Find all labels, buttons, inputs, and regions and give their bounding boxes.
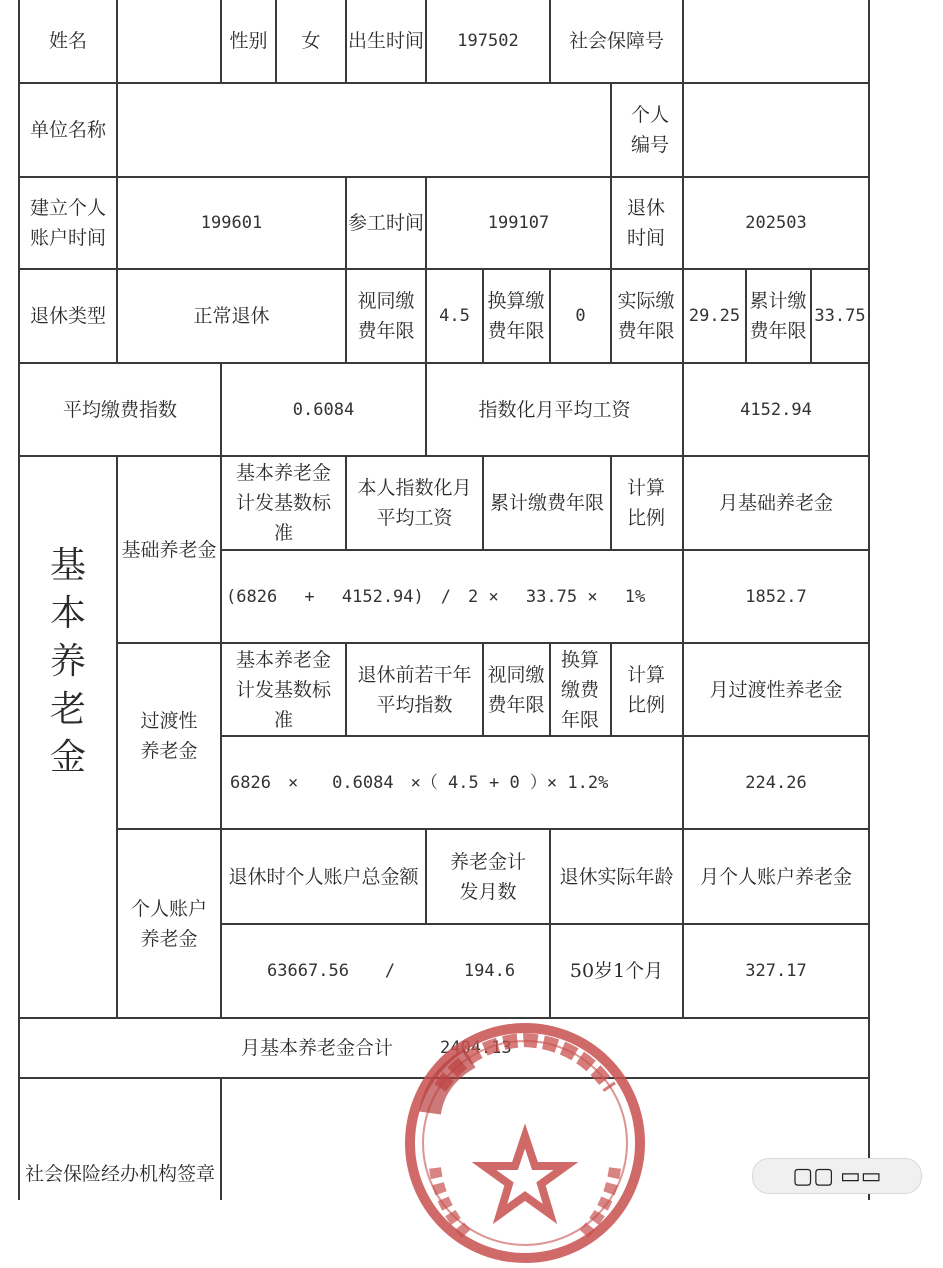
account-time-label: 建立个人账户时间 [29,197,106,249]
personal-h1: 退休时个人账户总金额 [228,865,419,888]
table-line [610,82,612,178]
personal-months: 194.6 [463,961,516,981]
section-title [20,457,116,1017]
personal-h3: 退休实际年龄 [559,865,674,888]
basic-h2: 本人指数化月平均工资 [357,477,472,529]
indexed-wage-label: 指数化月平均工资 [478,398,631,421]
basic-result: 1852.7 [745,586,807,607]
personal-no-label: 个人编号 [630,104,669,156]
gender-value: 女 [301,30,321,52]
unit-label: 单位名称 [29,119,106,141]
basic-h5: 月基础养老金 [718,492,833,514]
work-time-value: 199107 [487,213,550,233]
transition-h6: 月过渡性养老金 [709,678,843,701]
deemed-years-value: 4.5 [439,306,470,326]
personal-no-value [684,84,868,176]
transition-h4: 换算缴费年限 [560,648,599,731]
section-title-char: 本 [49,593,86,634]
account-time-value: 199601 [200,213,263,233]
table-line [482,268,484,364]
table-line [482,642,484,737]
table-line [610,642,612,737]
transition-h1: 基本养老金计发基数标准 [235,648,331,731]
transition-h2: 退休前若干年平均指数 [357,663,472,716]
section-title-char: 基 [49,545,86,586]
actual-years-value: 29.25 [688,306,741,326]
table-line [220,1077,222,1200]
toggle-icon: ▢▢ [792,1163,834,1189]
basic-h1: 基本养老金计发基数标准 [235,462,331,544]
ssn-label: 社会保障号 [568,30,664,52]
transition-h5: 计算比例 [626,663,665,716]
unit-value [118,84,610,176]
retire-type-label: 退休类型 [29,305,106,327]
table-line [745,268,747,364]
personal-slash: / [384,961,396,981]
transition-formula: 6826 × 0.6084 ×（ 4.5 + 0 ）× 1.2% [230,772,609,793]
basic-formula: (6826 + 4152.94) / 2 × 33.75 × 1% [226,586,646,607]
deemed-years-label: 视同缴费年限 [357,290,415,342]
gender-label: 性别 [229,30,268,52]
table-line [610,176,612,270]
basic-pension-label: 基础养老金 [121,538,217,561]
name-value [118,0,220,82]
personal-h4: 月个人账户养老金 [699,865,852,888]
official-seal-stamp [400,1018,650,1268]
section-title-char: 金 [49,737,86,778]
transition-pension-label: 过渡性养老金 [140,710,198,762]
personal-age: 50岁1个月 [569,960,664,982]
ssn-value [684,0,868,82]
personal-pension-label: 个人账户养老金 [130,897,207,950]
transition-result: 224.26 [745,772,807,793]
table-line [610,268,612,364]
work-time-label: 参工时间 [347,212,424,234]
personal-h2: 养老金计发月数 [449,850,526,903]
section-title-char: 养 [49,641,86,682]
retire-time-label: 退休时间 [626,197,665,249]
avg-index-value: 0.6084 [292,399,355,420]
personal-amount: 63667.56 [267,961,349,981]
personal-result: 327.17 [745,961,807,981]
total-label: 月基本养老金合计 [240,1037,393,1059]
transition-h3: 视同缴费年限 [487,663,545,716]
section-title-char: 老 [49,689,86,730]
birth-label: 出生时间 [347,30,424,52]
avg-index-label: 平均缴费指数 [62,398,177,421]
total-value: 2404.13 [440,1038,512,1058]
retire-time-value: 202503 [745,213,807,233]
actual-years-label: 实际缴费年限 [617,290,675,342]
view-toggle[interactable] [752,1158,922,1194]
birth-value: 197502 [457,31,519,51]
seal-label: 社会保险经办机构签章 [24,1163,215,1185]
table-line [425,828,427,925]
cumulative-years-label: 累计缴费年限 [749,290,807,342]
table-line [610,455,612,551]
basic-h3: 累计缴费年限 [489,492,604,514]
cumulative-years-value: 33.75 [814,306,866,326]
table-line [868,0,870,1200]
toggle-icon: ▭▭ [840,1163,882,1189]
table-line [549,642,551,737]
retire-type-value: 正常退休 [193,305,270,327]
indexed-wage-value: 4152.94 [740,399,812,420]
converted-years-label: 换算缴费年限 [487,290,545,342]
table-line [345,268,347,364]
basic-h4: 计算比例 [626,477,665,529]
converted-years-value: 0 [575,306,586,326]
name-label: 姓名 [48,30,87,52]
